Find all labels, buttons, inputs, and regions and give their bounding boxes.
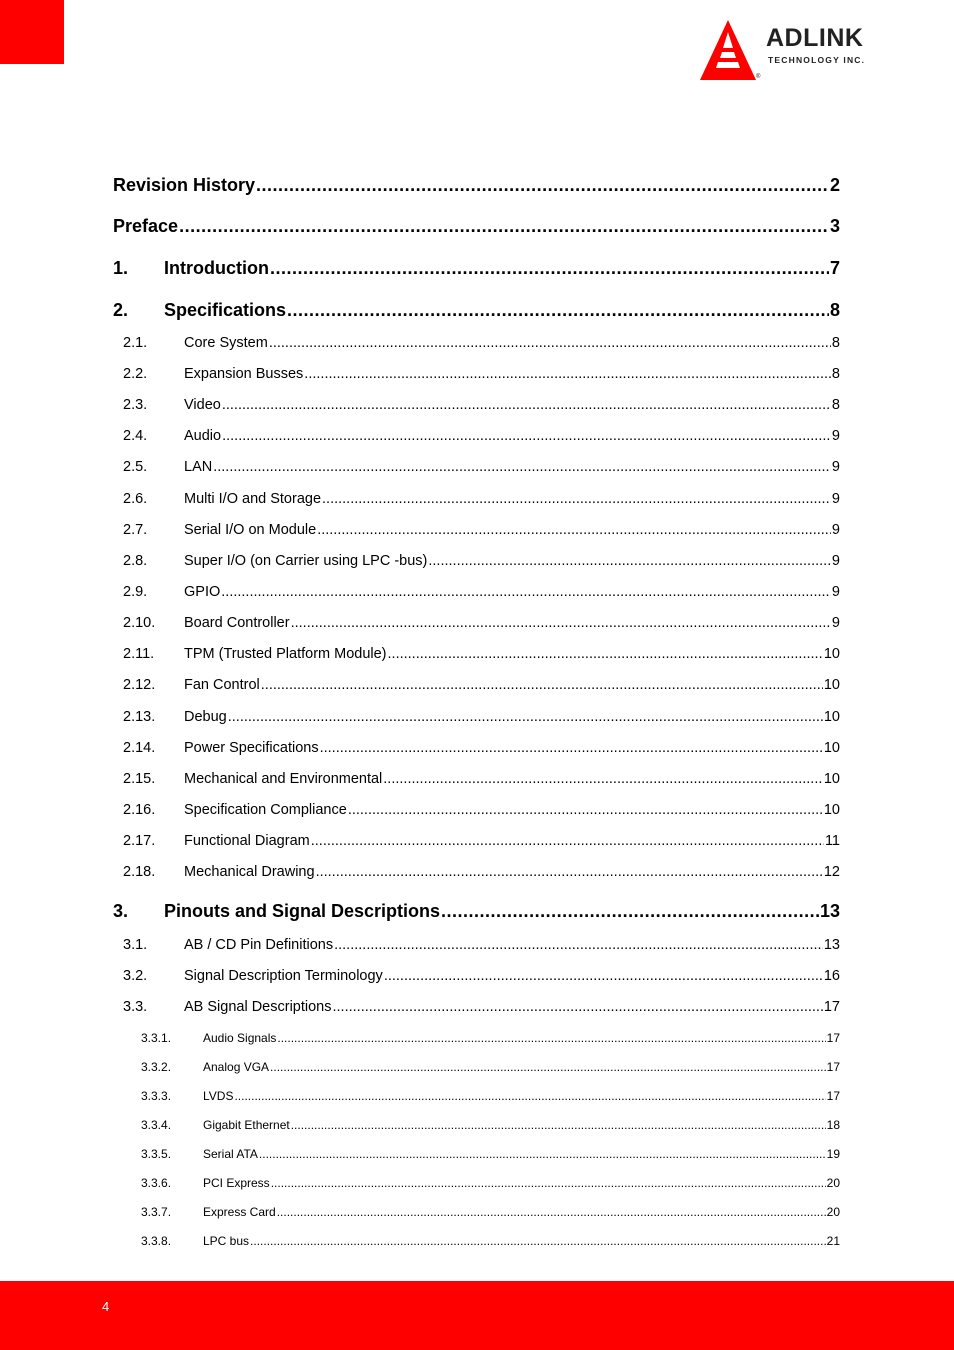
toc-entry[interactable] bbox=[113, 901, 840, 922]
toc-entry[interactable] bbox=[113, 709, 840, 725]
toc-dot-leader bbox=[234, 1089, 825, 1103]
toc-entry-title: Introduction bbox=[164, 258, 269, 278]
toc-entry-title: Multi I/O and Storage bbox=[184, 491, 322, 507]
toc-entry-title: Specification Compliance bbox=[184, 802, 347, 818]
toc-entry-number: 3.3.3. bbox=[141, 1089, 172, 1103]
toc-entry[interactable] bbox=[113, 771, 840, 787]
toc-dot-leader bbox=[256, 175, 829, 196]
toc-entry-title: Gigabit Ethernet bbox=[203, 1118, 290, 1132]
toc-entry-number: 3.3. bbox=[123, 999, 148, 1015]
toc-entry-number: 3.3.2. bbox=[141, 1060, 172, 1074]
toc-dot-leader bbox=[277, 1205, 826, 1219]
toc-entry-title: Super I/O (on Carrier using LPC -bus) bbox=[184, 553, 428, 569]
toc-entry[interactable] bbox=[113, 937, 840, 953]
toc-entry-page: 11 bbox=[824, 833, 840, 849]
toc-entry[interactable] bbox=[113, 999, 840, 1015]
toc-entry-page: 9 bbox=[831, 491, 840, 507]
toc-entry[interactable] bbox=[113, 428, 840, 444]
toc-entry[interactable] bbox=[113, 491, 840, 507]
page-number: 4 bbox=[102, 1299, 110, 1314]
toc-entry-number: 2.17. bbox=[123, 833, 156, 849]
toc-entry-title: AB Signal Descriptions bbox=[184, 999, 332, 1015]
toc-entry-page: 16 bbox=[823, 968, 840, 984]
toc-entry-title: Mechanical Drawing bbox=[184, 864, 315, 880]
logo-wordmark: ADLINK bbox=[766, 24, 864, 52]
toc-entry-number: 2.16. bbox=[123, 802, 156, 818]
toc-entry-title: Preface bbox=[113, 216, 179, 236]
toc-entry-number: 2.15. bbox=[123, 771, 156, 787]
toc-entry-page: 10 bbox=[823, 709, 840, 725]
toc-entry[interactable] bbox=[113, 300, 840, 321]
toc-entry[interactable] bbox=[113, 1089, 840, 1103]
adlink-logo bbox=[696, 18, 906, 84]
toc-entry-number: 1. bbox=[113, 258, 129, 278]
toc-entry-page: 10 bbox=[823, 740, 840, 756]
toc-entry-title: Debug bbox=[184, 709, 227, 725]
toc-entry-title: Serial ATA bbox=[203, 1147, 258, 1161]
toc-entry-title: Analog VGA bbox=[203, 1060, 270, 1074]
toc-entry-number: 2.2. bbox=[123, 366, 148, 382]
toc-entry-number: 2.3. bbox=[123, 397, 148, 413]
toc-dot-leader bbox=[261, 677, 823, 693]
toc-entry-number: 2.11. bbox=[123, 646, 155, 662]
toc-dot-leader bbox=[270, 1060, 826, 1074]
toc-entry[interactable] bbox=[113, 1176, 840, 1190]
toc-entry[interactable] bbox=[113, 335, 840, 351]
toc-entry-number: 2.8. bbox=[123, 553, 148, 569]
toc-entry-number: 3. bbox=[113, 901, 129, 921]
toc-dot-leader bbox=[334, 937, 823, 953]
page-footer bbox=[0, 1281, 954, 1350]
toc-dot-leader bbox=[269, 335, 831, 351]
toc-dot-leader bbox=[304, 366, 831, 382]
toc-entry-title: LVDS bbox=[203, 1089, 234, 1103]
toc-entry[interactable] bbox=[113, 258, 840, 279]
toc-dot-leader bbox=[271, 1176, 826, 1190]
toc-entry-title: Signal Description Terminology bbox=[184, 968, 383, 984]
toc-entry-title: Video bbox=[184, 397, 221, 413]
toc-entry[interactable] bbox=[113, 522, 840, 538]
toc-dot-leader bbox=[277, 1031, 825, 1045]
toc-entry-title: GPIO bbox=[184, 584, 221, 600]
toc-entry-page: 9 bbox=[831, 459, 840, 475]
toc-entry-number: 3.3.1. bbox=[141, 1031, 172, 1045]
toc-entry-title: Core System bbox=[184, 335, 268, 351]
toc-entry-page: 9 bbox=[831, 584, 840, 600]
toc-entry[interactable] bbox=[113, 1205, 840, 1219]
toc-entry-page: 18 bbox=[826, 1118, 840, 1132]
toc-entry-page: 13 bbox=[819, 901, 840, 921]
toc-entry-page: 20 bbox=[826, 1176, 840, 1190]
toc-entry-page: 8 bbox=[831, 397, 840, 413]
toc-entry-title: Expansion Busses bbox=[184, 366, 304, 382]
toc-entry[interactable] bbox=[113, 1031, 840, 1045]
toc-entry-title: TPM (Trusted Platform Module) bbox=[184, 646, 387, 662]
toc-entry-number: 2. bbox=[113, 300, 129, 320]
toc-dot-leader bbox=[384, 968, 823, 984]
toc-dot-leader bbox=[228, 709, 823, 725]
toc-entry-page: 8 bbox=[829, 300, 840, 320]
toc-dot-leader bbox=[213, 459, 831, 475]
toc-entry[interactable] bbox=[113, 615, 840, 631]
toc-entry-number: 2.5. bbox=[123, 459, 148, 475]
toc-entry-page: 9 bbox=[831, 615, 840, 631]
toc-entry-title: AB / CD Pin Definitions bbox=[184, 937, 334, 953]
toc-dot-leader bbox=[441, 901, 819, 922]
toc-entry[interactable] bbox=[113, 646, 840, 662]
toc-entry-title: Mechanical and Environmental bbox=[184, 771, 383, 787]
toc-dot-leader bbox=[383, 771, 823, 787]
toc-entry-title: Serial I/O on Module bbox=[184, 522, 317, 538]
toc-entry[interactable] bbox=[113, 459, 840, 475]
toc-entry-number: 3.3.6. bbox=[141, 1176, 172, 1190]
toc-entry-title: Functional Diagram bbox=[184, 833, 310, 849]
toc-entry-number: 2.12. bbox=[123, 677, 156, 693]
toc-entry[interactable] bbox=[113, 175, 840, 196]
toc-dot-leader bbox=[259, 1147, 826, 1161]
toc-dot-leader bbox=[428, 553, 831, 569]
toc-dot-leader bbox=[179, 216, 829, 237]
toc-entry-page: 3 bbox=[829, 216, 840, 236]
toc-dot-leader bbox=[222, 397, 831, 413]
toc-entry[interactable] bbox=[113, 740, 840, 756]
toc-entry-number: 3.3.5. bbox=[141, 1147, 172, 1161]
toc-entry-page: 10 bbox=[823, 802, 840, 818]
toc-entry-page: 17 bbox=[826, 1031, 840, 1045]
corner-accent-block bbox=[0, 0, 64, 64]
toc-entry[interactable] bbox=[113, 864, 840, 880]
toc-entry-title: LPC bus bbox=[203, 1234, 250, 1248]
toc-entry-title: Board Controller bbox=[184, 615, 290, 631]
toc-entry-title: Audio Signals bbox=[203, 1031, 277, 1045]
toc-entry-page: 17 bbox=[826, 1089, 840, 1103]
toc-entry-page: 10 bbox=[823, 646, 840, 662]
toc-dot-leader bbox=[322, 491, 831, 507]
toc-entry-page: 21 bbox=[826, 1234, 840, 1248]
toc-dot-leader bbox=[317, 522, 831, 538]
toc-dot-leader bbox=[270, 258, 829, 279]
toc-entry-title: Power Specifications bbox=[184, 740, 319, 756]
toc-entry[interactable] bbox=[113, 1234, 840, 1248]
toc-entry[interactable] bbox=[113, 216, 840, 237]
toc-entry[interactable] bbox=[113, 1118, 840, 1132]
toc-dot-leader bbox=[291, 615, 831, 631]
toc-entry[interactable] bbox=[113, 677, 840, 693]
toc-entry-number: 2.10. bbox=[123, 615, 156, 631]
toc-entry-title: Audio bbox=[184, 428, 222, 444]
toc-entry-page: 20 bbox=[826, 1205, 840, 1219]
toc-entry-page: 12 bbox=[823, 864, 840, 880]
toc-entry-page: 17 bbox=[823, 999, 840, 1015]
toc-dot-leader bbox=[388, 646, 823, 662]
toc-dot-leader bbox=[221, 584, 831, 600]
toc-dot-leader bbox=[287, 300, 829, 321]
toc-entry[interactable] bbox=[113, 584, 840, 600]
toc-entry-number: 2.18. bbox=[123, 864, 156, 880]
logo-triangle-icon bbox=[696, 18, 760, 84]
toc-entry-number: 3.2. bbox=[123, 968, 148, 984]
toc-entry-page: 7 bbox=[829, 258, 840, 278]
toc-entry-page: 10 bbox=[823, 771, 840, 787]
toc-entry-number: 3.3.8. bbox=[141, 1234, 172, 1248]
toc-entry-title: Revision History bbox=[113, 175, 256, 195]
toc-entry[interactable] bbox=[113, 397, 840, 413]
toc-entry[interactable] bbox=[113, 802, 840, 818]
toc-entry-number: 2.4. bbox=[123, 428, 148, 444]
toc-entry-number: 3.3.4. bbox=[141, 1118, 172, 1132]
toc-entry-page: 17 bbox=[826, 1060, 840, 1074]
toc-dot-leader bbox=[222, 428, 831, 444]
toc-entry-title: Express Card bbox=[203, 1205, 276, 1219]
toc-entry-page: 13 bbox=[823, 937, 840, 953]
toc-dot-leader bbox=[250, 1234, 826, 1248]
toc-entry[interactable] bbox=[113, 833, 840, 849]
toc-entry[interactable] bbox=[113, 1147, 840, 1161]
logo-subtitle: TECHNOLOGY INC. bbox=[768, 55, 866, 65]
toc-dot-leader bbox=[320, 740, 823, 756]
toc-entry-number: 2.1. bbox=[123, 335, 148, 351]
toc-entry[interactable] bbox=[113, 1060, 840, 1074]
toc-entry-page: 9 bbox=[831, 553, 840, 569]
toc-entry-title: Pinouts and Signal Descriptions bbox=[164, 901, 441, 921]
toc-entry-number: 3.3.7. bbox=[141, 1205, 172, 1219]
toc-entry-number: 3.1. bbox=[123, 937, 148, 953]
toc-entry-title: Specifications bbox=[164, 300, 287, 320]
toc-entry-page: 10 bbox=[823, 677, 840, 693]
toc-entry-page: 8 bbox=[831, 366, 840, 382]
toc-entry-number: 2.9. bbox=[123, 584, 148, 600]
toc-entry-number: 2.7. bbox=[123, 522, 148, 538]
toc-entry-page: 2 bbox=[829, 175, 840, 195]
toc-entry-number: 2.14. bbox=[123, 740, 156, 756]
toc-dot-leader bbox=[291, 1118, 826, 1132]
toc-entry-page: 8 bbox=[831, 335, 840, 351]
toc-entry-page: 19 bbox=[826, 1147, 840, 1161]
toc-dot-leader bbox=[333, 999, 823, 1015]
toc-entry-title: PCI Express bbox=[203, 1176, 270, 1190]
toc-entry-number: 2.6. bbox=[123, 491, 148, 507]
logo-registered-mark: ® bbox=[756, 74, 761, 80]
toc-dot-leader bbox=[316, 864, 823, 880]
toc-entry[interactable] bbox=[113, 968, 840, 984]
toc-entry-title: Fan Control bbox=[184, 677, 260, 693]
toc-entry[interactable] bbox=[113, 366, 840, 382]
toc-dot-leader bbox=[348, 802, 823, 818]
toc-entry-number: 2.13. bbox=[123, 709, 156, 725]
toc-dot-leader bbox=[311, 833, 824, 849]
toc-entry-title: LAN bbox=[184, 459, 213, 475]
toc-entry[interactable] bbox=[113, 553, 840, 569]
toc-entry-page: 9 bbox=[831, 522, 840, 538]
toc-entry-page: 9 bbox=[831, 428, 840, 444]
